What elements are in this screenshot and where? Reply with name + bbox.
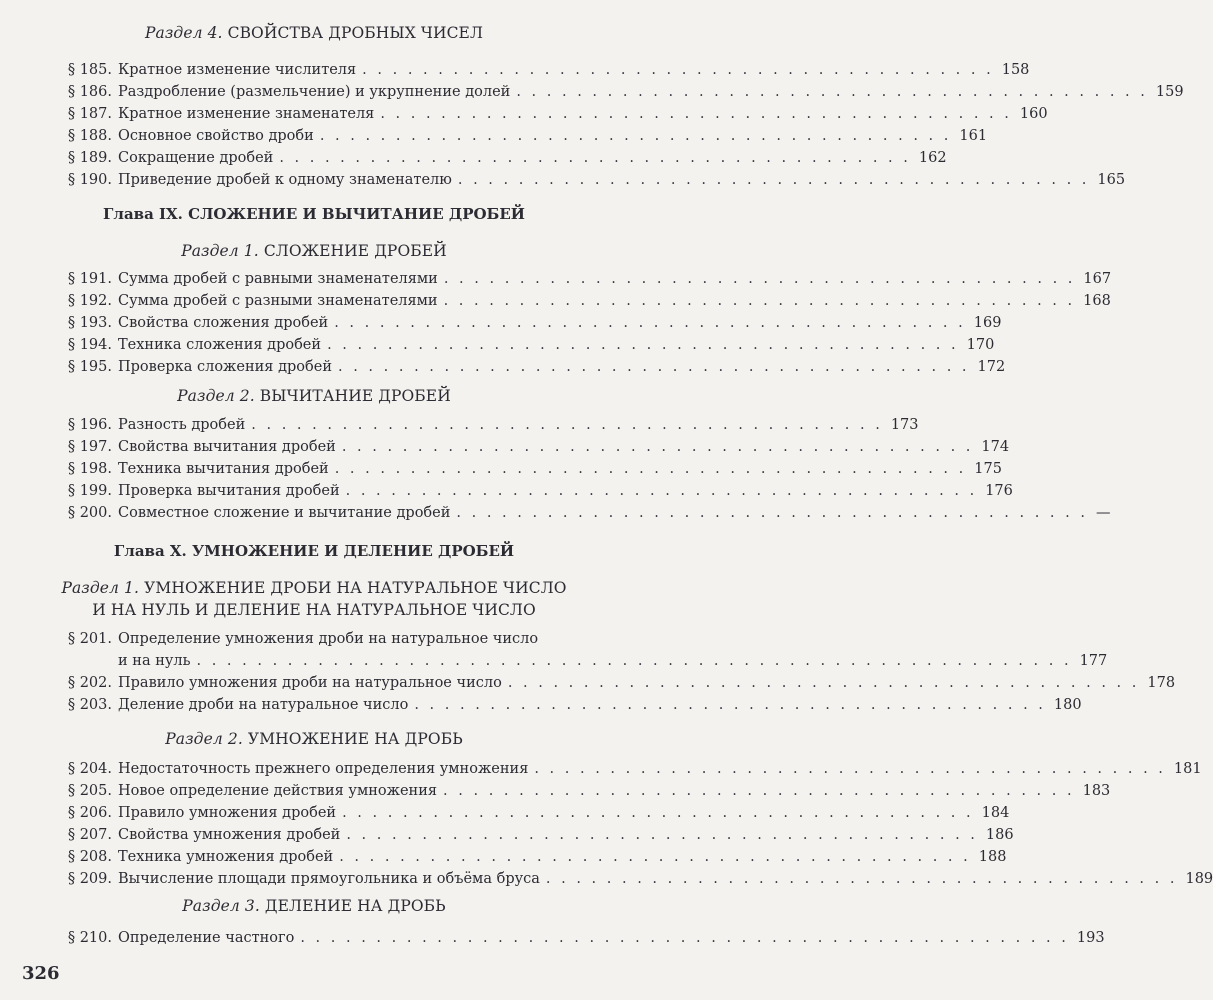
entry-page: 183 bbox=[1082, 783, 1111, 799]
dot-leader: . . . . . . . . . . . . . . . . . . . . . . . . . . . . . . . . . . . . . . . . . . bbox=[362, 62, 994, 78]
toc-entry[interactable] bbox=[50, 927, 1105, 949]
dot-leader: . . . . . . . . . . . . . . . . . . . . . . . . . . . . . . . . . . . . . . . . . . bbox=[319, 128, 952, 144]
entry-page: 161 bbox=[959, 128, 988, 144]
toc-entry[interactable] bbox=[50, 169, 1126, 191]
section-prefix: Раздел 2. bbox=[177, 387, 255, 405]
entry-title: Техника сложения дробей bbox=[118, 337, 322, 353]
entry-page: 176 bbox=[985, 483, 1013, 499]
dot-leader: . . . . . . . . . . . . . . . . . . . . . . . . . . . . . . . . . . . . . . . . . . bbox=[443, 783, 1075, 799]
entry-title: Свойства умножения дробей bbox=[118, 827, 341, 843]
entry-title: Правило умножения дробей bbox=[118, 805, 337, 821]
entry-title-continuation: и на нуль bbox=[118, 653, 191, 669]
section-heading bbox=[0, 577, 628, 599]
entry-number: § 196. bbox=[67, 417, 112, 433]
toc-entry[interactable] bbox=[50, 147, 947, 169]
dot-leader: . . . . . . . . . . . . . . . . . . . . . . . . . . . . . . . . . . . . . . . . . . bbox=[339, 849, 971, 865]
entry-page: 177 bbox=[1079, 653, 1108, 669]
toc-entry[interactable] bbox=[50, 824, 1014, 846]
section-title: СЛОЖЕНИЕ ДРОБЕЙ bbox=[263, 242, 447, 260]
section-heading bbox=[0, 728, 628, 750]
entry-title: Определение частного bbox=[118, 930, 295, 946]
dot-leader: . . . . . . . . . . . . . . . . . . . . . . . . . . . . . . . . . . . . . . . . . . bbox=[516, 84, 1148, 100]
toc-entry[interactable] bbox=[50, 59, 1030, 81]
entry-page: 162 bbox=[918, 150, 947, 166]
entry-title: Разность дробей bbox=[118, 417, 246, 433]
entry-title: Техника вычитания дробей bbox=[118, 461, 329, 477]
page-number: 326 bbox=[22, 963, 60, 984]
section-prefix: Раздел 2. bbox=[165, 730, 243, 748]
section-heading bbox=[0, 240, 628, 262]
entry-number: § 208. bbox=[67, 849, 112, 865]
toc-entry[interactable] bbox=[50, 502, 1111, 524]
entry-page: 184 bbox=[981, 805, 1010, 821]
entry-title: Проверка сложения дробей bbox=[118, 359, 332, 375]
toc-entry[interactable] bbox=[50, 868, 1213, 890]
entry-page: 165 bbox=[1097, 172, 1126, 188]
entry-title: Недостаточность прежнего определения умножения bbox=[118, 761, 529, 777]
entry-number: § 200. bbox=[67, 505, 112, 521]
entry-number: § 209. bbox=[67, 871, 112, 887]
entry-number: § 194. bbox=[67, 337, 112, 353]
section-title-line1: УМНОЖЕНИЕ ДРОБИ НА НАТУРАЛЬНОЕ ЧИСЛО bbox=[144, 579, 567, 597]
dot-leader: . . . . . . . . . . . . . . . . . . . . . . . . . . . . . . . . . . . . . . . . . . bbox=[443, 293, 1076, 309]
toc-entry[interactable] bbox=[50, 846, 1007, 868]
toc-entry[interactable] bbox=[50, 458, 1002, 480]
entry-number: § 193. bbox=[67, 315, 112, 331]
dot-leader: . . . . . . . . . . . . . . . . . . . . . . . . . . . . . . . . . . . . . . . . . . bbox=[346, 827, 978, 843]
section-prefix: Раздел 3. bbox=[182, 897, 260, 915]
entry-number: § 186. bbox=[67, 84, 112, 100]
dot-leader: . . . . . . . . . . . . . . . . . . . . . . . . . . . . . . . . . . . . . . . . . . bbox=[334, 461, 967, 477]
toc-entry[interactable] bbox=[50, 290, 1111, 312]
section-prefix: Раздел 4. bbox=[144, 24, 223, 42]
toc-entry[interactable] bbox=[50, 802, 1010, 824]
dot-leader: . . . . . . . . . . . . . . . . . . . . . . . . . . . . . . . . . . . . . . . . . . bbox=[443, 271, 1076, 287]
entry-page: 186 bbox=[985, 827, 1014, 843]
entry-number: § 205. bbox=[67, 783, 112, 799]
toc-entry[interactable] bbox=[50, 81, 1184, 103]
entry-title: Кратное изменение числителя bbox=[118, 62, 357, 78]
entry-number: § 197. bbox=[67, 439, 112, 455]
toc-entry[interactable] bbox=[50, 694, 1082, 716]
dot-leader: . . . . . . . . . . . . . . . . . . . . . . . . . . . . . . . . . . . . . . . . . . bbox=[507, 675, 1140, 691]
entry-number: § 191. bbox=[67, 271, 112, 287]
entry-page: 178 bbox=[1147, 675, 1176, 691]
section-heading bbox=[0, 895, 628, 917]
entry-title: Совместное сложение и вычитание дробей bbox=[118, 505, 451, 521]
entry-page: 175 bbox=[974, 461, 1002, 477]
entry-page: 158 bbox=[1001, 62, 1030, 78]
entry-page: 167 bbox=[1083, 271, 1112, 287]
dot-leader: . . . . . . . . . . . . . . . . . . . . . . . . . . . . . . . . . . . . . . . . . . bbox=[334, 315, 966, 331]
toc-entry[interactable] bbox=[50, 414, 919, 436]
entry-number: § 206. bbox=[67, 805, 112, 821]
toc-entry[interactable] bbox=[50, 628, 605, 650]
section-heading bbox=[0, 385, 628, 407]
section-heading bbox=[0, 22, 628, 44]
section-title-line2: И НА НУЛЬ И ДЕЛЕНИЕ НА НАТУРАЛЬНОЕ ЧИСЛО bbox=[92, 601, 536, 619]
entry-page: 188 bbox=[978, 849, 1007, 865]
entry-number: § 201. bbox=[67, 631, 112, 647]
entry-page: 173 bbox=[890, 417, 919, 433]
dot-leader: . . . . . . . . . . . . . . . . . . . . . . . . . . . . . . . . . . . . . . . . . . bbox=[279, 150, 911, 166]
dot-leader: . . . . . . . . . . . . . . . . . . . . . . . . . . . . . . . . . . . . . . . . . . bbox=[457, 172, 1090, 188]
dot-leader: . . . . . . . . . . . . . . . . . . . . . . . . . . . . . . . . . . . . . . . . . . bbox=[534, 761, 1166, 777]
entry-title: Приведение дробей к одному знаменателю bbox=[118, 172, 452, 188]
entry-page: 193 bbox=[1076, 930, 1105, 946]
entry-page: 170 bbox=[966, 337, 995, 353]
dot-leader: . . . . . . . . . . . . . . . . . . . . . . . . . . . . . . . . . . . . . . . . . . bbox=[327, 337, 959, 353]
entry-page: 168 bbox=[1083, 293, 1111, 309]
section-title: ВЫЧИТАНИЕ ДРОБЕЙ bbox=[259, 387, 451, 405]
toc-entry[interactable] bbox=[50, 125, 988, 147]
dot-leader: . . . . . . . . . . . . . . . . . . . . . . . . . . . . . . . . . . . . . . . . . . bbox=[456, 505, 1088, 521]
toc-entry[interactable] bbox=[50, 103, 1048, 125]
section-title: ДЕЛЕНИЕ НА ДРОБЬ bbox=[264, 897, 446, 915]
entry-title: Сумма дробей с равными знаменателями bbox=[118, 271, 438, 287]
dot-leader: . . . . . . . . . . . . . . . . . . . . . . . . . . . . . . . . . . . . . . . . . . bbox=[341, 439, 974, 455]
section-title: УМНОЖЕНИЕ НА ДРОБЬ bbox=[247, 730, 463, 748]
chapter-heading: Глава X. УМНОЖЕНИЕ И ДЕЛЕНИЕ ДРОБЕЙ bbox=[113, 542, 515, 560]
toc-entry[interactable] bbox=[50, 758, 1202, 780]
entry-title: Свойства вычитания дробей bbox=[118, 439, 336, 455]
entry-number: § 188. bbox=[67, 128, 112, 144]
entry-title: Деление дроби на натуральное число bbox=[118, 697, 409, 713]
dot-leader: . . . . . . . . . . . . . . . . . . . . . . . . . . . . . . . . . . . . . . . . . . . . . . . . . . . bbox=[300, 930, 1069, 946]
entry-page: 189 bbox=[1185, 871, 1213, 887]
entry-page: 180 bbox=[1053, 697, 1082, 713]
entry-page: 174 bbox=[981, 439, 1010, 455]
toc-entry[interactable] bbox=[50, 780, 1111, 802]
entry-number: § 198. bbox=[67, 461, 112, 477]
entry-title: Определение умножения дроби на натуральное число bbox=[118, 631, 539, 647]
toc-entry-continuation[interactable] bbox=[50, 650, 1108, 672]
entry-title: Свойства сложения дробей bbox=[118, 315, 329, 331]
entry-number: § 203. bbox=[67, 697, 112, 713]
entry-number: § 202. bbox=[67, 675, 112, 691]
entry-number: § 199. bbox=[67, 483, 112, 499]
entry-number: § 185. bbox=[67, 62, 112, 78]
entry-title: Сумма дробей с разными знаменателями bbox=[118, 293, 438, 309]
toc-entry[interactable] bbox=[50, 268, 1112, 290]
entry-number: § 190. bbox=[67, 172, 112, 188]
entry-number: § 192. bbox=[67, 293, 112, 309]
section-prefix: Раздел 1. bbox=[181, 242, 259, 260]
entry-number: § 204. bbox=[67, 761, 112, 777]
entry-title: Основное свойство дроби bbox=[118, 128, 314, 144]
toc-entry[interactable] bbox=[50, 356, 1006, 378]
entry-title: Проверка вычитания дробей bbox=[118, 483, 340, 499]
entry-title: Сокращение дробей bbox=[118, 150, 274, 166]
entry-title: Раздробление (размельчение) и укрупнение долей bbox=[118, 84, 511, 100]
toc-entry[interactable] bbox=[50, 672, 1176, 694]
toc-entry[interactable] bbox=[50, 312, 1002, 334]
section-title: СВОЙСТВА ДРОБНЫХ ЧИСЕЛ bbox=[227, 24, 484, 42]
entry-page: 172 bbox=[977, 359, 1006, 375]
chapter-heading: Глава IX. СЛОЖЕНИЕ И ВЫЧИТАНИЕ ДРОБЕЙ bbox=[103, 205, 525, 223]
entry-title: Кратное изменение знаменателя bbox=[118, 106, 375, 122]
entry-page: — bbox=[1095, 505, 1111, 521]
entry-page: 181 bbox=[1173, 761, 1202, 777]
dot-leader: . . . . . . . . . . . . . . . . . . . . . . . . . . . . . . . . . . . . . . . . . . bbox=[251, 417, 883, 433]
toc-entry[interactable] bbox=[50, 436, 1010, 458]
entry-number: § 195. bbox=[67, 359, 112, 375]
entry-title: Вычисление площади прямоугольника и объёма бруса bbox=[118, 871, 540, 887]
dot-leader: . . . . . . . . . . . . . . . . . . . . . . . . . . . . . . . . . . . . . . . . . . bbox=[342, 805, 974, 821]
entry-page: 159 bbox=[1155, 84, 1184, 100]
dot-leader: . . . . . . . . . . . . . . . . . . . . . . . . . . . . . . . . . . . . . . . . . . bbox=[337, 359, 970, 375]
entry-title: Правило умножения дроби на натуральное число bbox=[118, 675, 502, 691]
dot-leader: . . . . . . . . . . . . . . . . . . . . . . . . . . . . . . . . . . . . . . . . . . bbox=[380, 106, 1012, 122]
entry-title: Новое определение действия умножения bbox=[118, 783, 438, 799]
entry-number: § 187. bbox=[67, 106, 112, 122]
entry-number: § 210. bbox=[67, 930, 112, 946]
entry-page: 169 bbox=[973, 315, 1002, 331]
entry-number: § 189. bbox=[67, 150, 112, 166]
toc-entry[interactable] bbox=[50, 334, 995, 356]
entry-number: § 207. bbox=[67, 827, 112, 843]
dot-leader: . . . . . . . . . . . . . . . . . . . . . . . . . . . . . . . . . . . . . . . . . . bbox=[414, 697, 1046, 713]
entry-page: 160 bbox=[1019, 106, 1048, 122]
dot-leader: . . . . . . . . . . . . . . . . . . . . . . . . . . . . . . . . . . . . . . . . . . bbox=[345, 483, 978, 499]
toc-entry[interactable] bbox=[50, 480, 1013, 502]
dot-leader: . . . . . . . . . . . . . . . . . . . . . . . . . . . . . . . . . . . . . . . . . . . . . . . . . . . . . . . . . . bbox=[196, 653, 1072, 669]
section-prefix: Раздел 1. bbox=[61, 579, 140, 597]
dot-leader: . . . . . . . . . . . . . . . . . . . . . . . . . . . . . . . . . . . . . . . . . . bbox=[545, 871, 1178, 887]
entry-title: Техника умножения дробей bbox=[118, 849, 334, 865]
